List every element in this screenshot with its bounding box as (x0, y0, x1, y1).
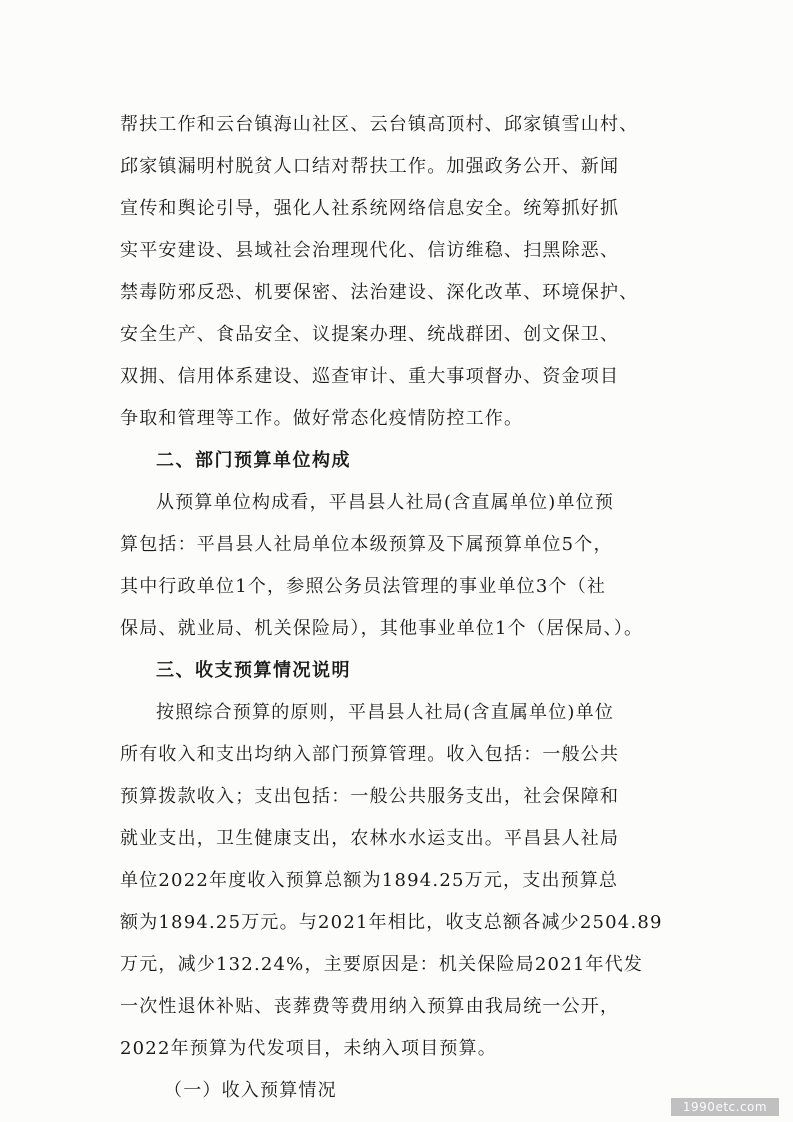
body-line: 争取和管理等工作。做好常态化疫情防控工作。 (120, 408, 524, 429)
section-heading: 二、部门预算单位构成 (156, 450, 351, 471)
body-line: 其中行政单位1个，参照公务员法管理的事业单位3个（社 (120, 576, 607, 597)
watermark-label: 1990etc.com (671, 1098, 779, 1116)
body-line: 2022年预算为代发项目，未纳入项目预算。 (120, 1038, 498, 1059)
body-line: 按照综合预算的原则，平昌县人社局(含直属单位)单位 (156, 702, 615, 723)
body-line: 帮扶工作和云台镇海山社区、云台镇高顶村、邱家镇雪山村、 (120, 114, 639, 135)
body-line: 保局、就业局、机关保险局），其他事业单位1个（居保局、）。 (120, 618, 644, 639)
body-line: 万元，减少132.24%，主要原因是：机关保险局2021年代发 (120, 954, 644, 975)
body-line: 宣传和舆论引导，强化人社系统网络信息安全。统筹抓好抓 (120, 198, 620, 219)
body-line: 算包括：平昌县人社局单位本级预算及下属预算单位5个， (120, 534, 613, 555)
document-body (120, 104, 700, 1112)
section-heading: 三、收支预算情况说明 (156, 660, 351, 681)
body-line: 从预算单位构成看，平昌县人社局(含直属单位)单位预 (156, 492, 615, 513)
body-line: 邱家镇漏明村脱贫人口结对帮扶工作。加强政务公开、新闻 (120, 156, 620, 177)
subsection-heading: （一）收入预算情况 (164, 1080, 337, 1101)
body-line: 预算拨款收入；支出包括：一般公共服务支出，社会保障和 (120, 786, 620, 807)
body-line: 一次性退休补贴、丧葬费等费用纳入预算由我局统一公开， (120, 996, 620, 1017)
body-line: 禁毒防邪反恐、机要保密、法治建设、深化改革、环境保护、 (120, 282, 639, 303)
body-line: 双拥、信用体系建设、巡查审计、重大事项督办、资金项目 (120, 366, 620, 387)
body-line: 安全生产、食品安全、议提案办理、统战群团、创文保卫、 (120, 324, 620, 345)
body-line: 额为1894.25万元。与2021年相比，收支总额各减少2504.89 (120, 912, 663, 933)
body-line: 实平安建设、县域社会治理现代化、信访维稳、扫黑除恶、 (120, 240, 620, 261)
body-line: 单位2022年度收入预算总额为1894.25万元，支出预算总 (120, 870, 619, 891)
body-line: 就业支出，卫生健康支出，农林水水运支出。平昌县人社局 (120, 828, 620, 849)
body-line: 所有收入和支出均纳入部门预算管理。收入包括：一般公共 (120, 744, 620, 765)
